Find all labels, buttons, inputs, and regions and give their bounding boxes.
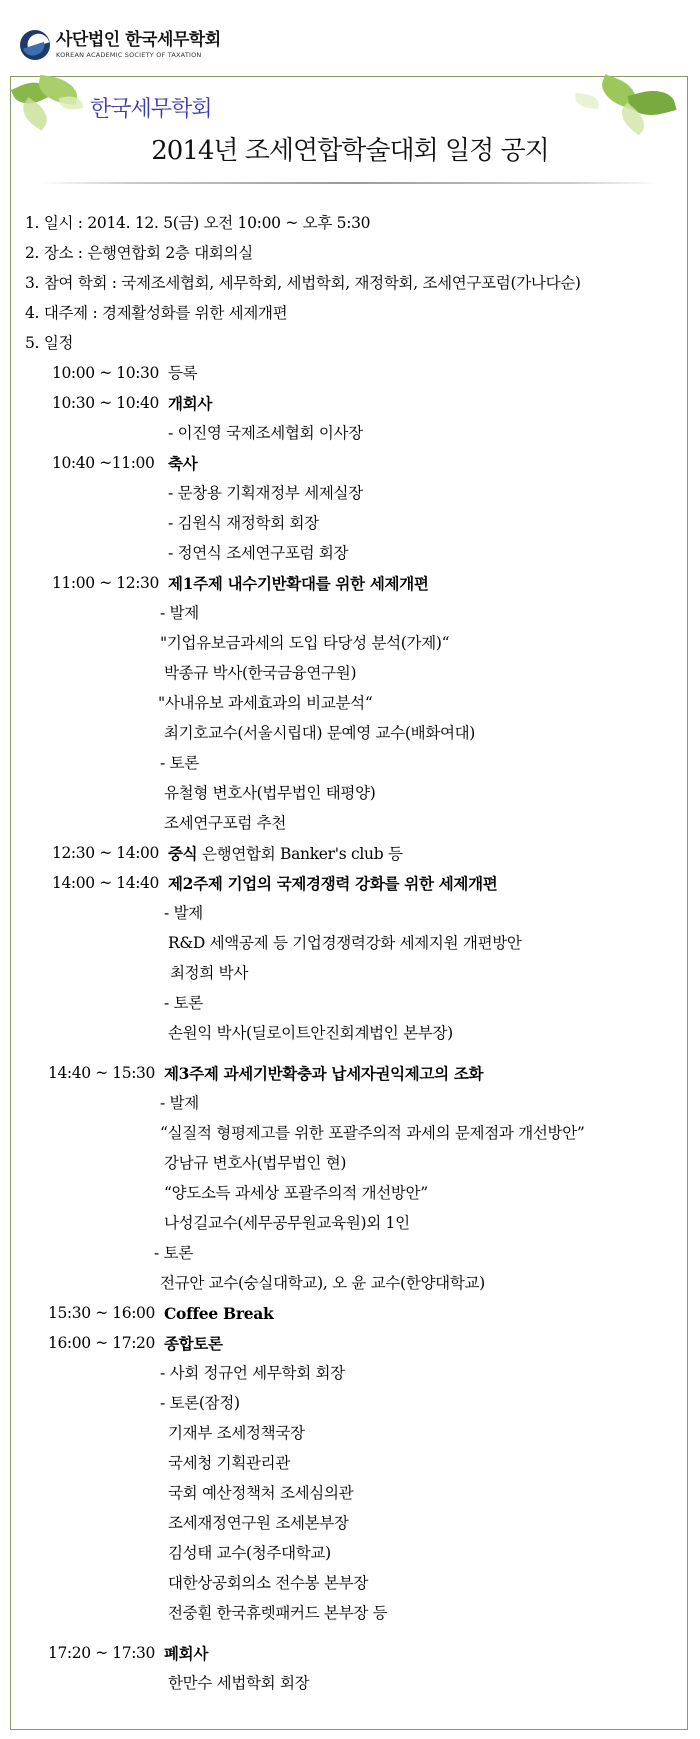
schedule-detail: - 발제 (164, 904, 203, 922)
schedule-detail: 손원익 박사(딜로이트안진회계법인 본부장) (168, 1024, 453, 1042)
schedule-detail: - 사회 정규언 세무학회 회장 (160, 1364, 345, 1382)
schedule-detail: 최정희 박사 (170, 964, 248, 982)
schedule-title: 개회사 (168, 394, 213, 413)
schedule-time: 17:20 ~ 17:30 (48, 1644, 155, 1662)
schedule-detail: R&D 세액공제 등 기업경쟁력강화 세제지원 개편방안 (168, 934, 522, 952)
schedule-detail: 조세재정연구원 조세본부장 (168, 1514, 349, 1532)
schedule-time: 12:30 ~ 14:00 (52, 844, 159, 862)
title-divider (40, 182, 660, 184)
schedule-detail: 박종규 박사(한국금융연구원) (164, 664, 357, 682)
info-participants: 3. 참여 학회 : 국제조세협회, 세무학회, 세법학회, 재정학회, 조세연구포럼(가나다순) (25, 274, 581, 292)
schedule-detail: 최기호교수(서울시립대) 문예영 교수(배화여대) (164, 724, 476, 742)
schedule-detail: - 문창용 기획재정부 세제실장 (168, 484, 363, 502)
schedule-detail: 전규안 교수(숭실대학교), 오 윤 교수(한양대학교) (160, 1274, 485, 1292)
organizer-name: 한국세무학회 (90, 97, 212, 122)
schedule-detail: - 이진영 국제조세협회 이사장 (168, 424, 363, 442)
society-emblem-icon (20, 30, 50, 60)
society-logo (20, 26, 221, 64)
schedule-detail: - 발제 (160, 604, 199, 622)
schedule-title (168, 846, 403, 863)
schedule-detail: - 토론(잠정) (160, 1394, 240, 1412)
schedule-detail: "기업유보금과세의 도입 타당성 분석(가제)“ (160, 634, 450, 652)
schedule-detail: 국회 예산정책처 조세심의관 (168, 1484, 354, 1502)
schedule-detail: 한만수 세법학회 회장 (168, 1674, 310, 1692)
schedule-title: 폐회사 (164, 1644, 209, 1663)
schedule-time: 10:40 ~11:00 (52, 454, 155, 472)
schedule-detail: “양도소득 과세상 포괄주의적 개선방안” (164, 1184, 428, 1202)
info-venue: 2. 장소 : 은행연합회 2층 대회의실 (25, 244, 253, 262)
schedule-title-bold: 중식 (168, 844, 198, 863)
schedule-title: 제1주제 내수기반확대를 위한 세제개편 (168, 574, 429, 593)
schedule-detail: 유철형 변호사(법무법인 태평양) (164, 784, 376, 802)
schedule-title: 축사 (168, 454, 198, 473)
info-date: 1. 일시 : 2014. 12. 5(금) 오전 10:00 ~ 오후 5:30 (25, 214, 371, 232)
schedule-detail: - 토론 (164, 994, 203, 1012)
schedule-time: 11:00 ~ 12:30 (52, 574, 159, 592)
schedule-title: Coffee Break (164, 1304, 274, 1323)
schedule-detail: 국세청 기획관리관 (168, 1454, 291, 1472)
schedule-title: 등록 (168, 364, 198, 382)
notice-frame (10, 76, 688, 1730)
schedule-detail: 조세연구포럼 추천 (164, 814, 287, 832)
logo-english-name: KOREAN ACADEMIC SOCIETY OF TAXATION (56, 50, 202, 59)
schedule-time: 15:30 ~ 16:00 (48, 1304, 155, 1322)
schedule-detail: "사내유보 과세효과의 비교분석“ (158, 694, 373, 712)
schedule-detail: - 토론 (154, 1244, 193, 1262)
schedule-time: 14:00 ~ 14:40 (52, 874, 159, 892)
schedule-detail: - 김원식 재정학회 회장 (168, 514, 319, 532)
schedule-title: 제2주제 기업의 국제경쟁력 강화를 위한 세제개편 (168, 874, 498, 893)
schedule-title: 제3주제 과세기반확충과 납세자권익제고의 조화 (164, 1064, 484, 1083)
info-schedule-heading: 5. 일정 (25, 334, 74, 352)
schedule-detail: 나성길교수(세무공무원교육원)외 1인 (164, 1214, 410, 1232)
schedule-title-rest: 은행연합회 Banker's club 등 (202, 845, 403, 863)
schedule-detail: - 발제 (160, 1094, 199, 1112)
schedule-time: 10:30 ~ 10:40 (52, 394, 159, 412)
schedule-detail: 전중훤 한국휴렛패커드 본부장 등 (168, 1604, 388, 1622)
info-theme: 4. 대주제 : 경제활성화를 위한 세제개편 (25, 304, 288, 322)
schedule-time: 14:40 ~ 15:30 (48, 1064, 155, 1082)
schedule-detail: - 정연식 조세연구포럼 회장 (168, 544, 349, 562)
schedule-time: 10:00 ~ 10:30 (52, 364, 159, 382)
schedule-detail: 강남규 변호사(법무법인 현) (164, 1154, 347, 1172)
schedule-detail: 대한상공회의소 전수봉 본부장 (168, 1574, 369, 1592)
logo-korean-name: 사단법인 한국세무학회 (56, 29, 221, 50)
schedule-time: 16:00 ~ 17:20 (48, 1334, 155, 1352)
schedule-detail: 김성태 교수(청주대학교) (168, 1544, 331, 1562)
schedule-detail: 기재부 조세정책국장 (168, 1424, 305, 1442)
page-title: 2014년 조세연합학술대회 일정 공지 (151, 136, 549, 166)
schedule-detail: - 토론 (160, 754, 199, 772)
schedule-detail: “실질적 형평제고를 위한 포괄주의적 과세의 문제점과 개선방안” (160, 1124, 585, 1142)
schedule-title: 종합토론 (164, 1334, 223, 1353)
